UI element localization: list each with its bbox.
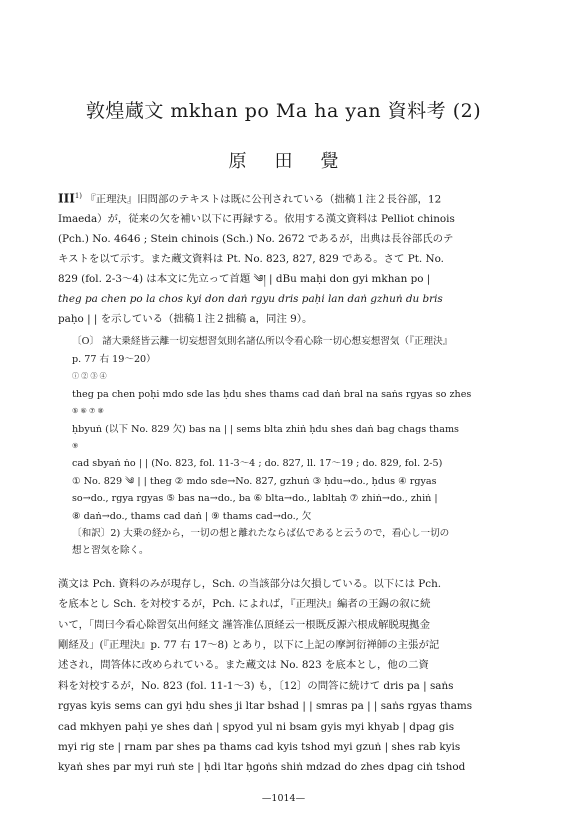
section-paragraph-2 [58,574,510,778]
quote-line: ḥbyuṅ (以下 No. 829 欠) bas na | | sems blta zhiṅ ḥdu shes daṅ bag chags thams [72,423,459,435]
text-line: kyaṅ shes par myi ruṅ ste | ḥdi ltar ḥgoṅs shiṅ mdzad do zhes dpag ciṅ tshod [58,761,466,774]
text-line: 829 (fol. 2-3～4) は本文に先立って首題 ༄། | dBu maḥi don gyi mkhan po | [58,273,431,286]
quote-line: cad sbyaṅ ṅo | | (No. 823, fol. 11-3～4 ; do. 827, ll. 17～19 ; do. 829, fol. 2-5) [72,458,443,470]
text-line: 料を対校するが，No. 823 (fol. 11-1～3) も，〔12〕の問答に続けて dris pa | saṅs [58,679,454,692]
apparatus-line: so→do., rgya rgyas ⑤ bas na→do., ba ⑥ blta→do., labltaḥ ⑦ zhiṅ→do., zhiṅ | [72,493,438,505]
text-line: 『正理決』旧問部のテキストは既に公刊されている（拙稿１注２長谷部，12 [85,193,442,206]
section-label: III [58,191,75,206]
text-line: Imaeda）が，従来の欠を補い以下に再録する。依用する漢文資料は Pelliot chinois [58,213,455,226]
page-number: —1014— [261,793,306,804]
quote-line: p. 77 右 19～20） [72,353,156,365]
text-line: (Pch.) No. 4646 ; Stein chinois (Sch.) No. 2672 であるが，出典は長谷部氏のテ [58,233,454,246]
text-line: myi rig ste | rnam par shes pa thams cad kyis tshod myi gzuṅ | shes rab kyis [58,741,461,753]
section-iii-paragraph [58,186,510,329]
article-title: 敦煌蔵文 mkhan po Ma ha yan 資料考 (2) [85,100,482,122]
variant-markers: ⓘ ② ③ ④ [72,372,107,381]
text-line: theg pa chen po la chos kyi don daṅ rgyu dris paḥi lan daṅ gzhuṅ du bris [58,293,443,306]
main-text [58,186,510,778]
apparatus-line: ① No. 829 ༄ | | theg ② mdo sde→No. 827, gzhuṅ ③ ḥdu→do., ḥdus ④ rgyas [72,475,437,487]
text-line: cad mkhyen paḥi ye shes daṅ | spyod yul ni bsam gyis myi khyab | dpag gis [58,720,455,733]
text-line: 漢文は Pch. 資料のみが現存し，Sch. の当該部分は欠損している。以下には Pch. [58,577,442,590]
text-line: rgyas kyis sems can gyi ḥdu shes ji ltar bshad | | smras pa | | saṅs rgyas thams [58,700,473,713]
text-line: キストを以て示す。また蔵文資料は Pt. No. 823, 827, 829 である。さて Pt. No. [58,253,444,266]
footnote-mark: 1) [74,192,83,200]
variant-markers: ⑤ ⑥ ⑦ ⑧ [72,407,104,416]
text-line: を底本とし Sch. を対校するが，Pch. によれば，『正理決』編者の王錫の叙に続 [58,598,431,611]
translation-line: 〔和訳〕2) 大乗の経から，一切の想と離れたならば仏であると云うので，看心し一切の [72,527,450,539]
translation-line: 想と習気を除く。 [72,545,149,557]
apparatus-line: ⑧ daṅ→do., thams cad daṅ | ⑨ thams cad→do., 欠 [72,510,312,522]
quote-line: theg pa chen poḥi mdo sde las ḥdu shes thams cad daṅ bral na saṅs rgyas so zhes [72,388,472,400]
text-line: 述され，問答体に改められている。また蔵文は No. 823 を底本とし，他の二資 [58,659,429,672]
author-name: 原田覺 [228,151,367,172]
quoted-passage [72,333,510,559]
variant-markers: ⑨ [72,441,79,450]
quote-line: 〔O〕 諸大乗経皆云離一切妄想習気則名諸仏所以令看心除一切心想妄想習気（『正理決』 [72,336,453,348]
text-line: paḥo | | を示している（拙稿１注２拙稿 a，同注 9）。 [58,313,313,326]
text-line: 剛経及」(『正理決』p. 77 右 17～8) とあり，以下に上記の摩訶衍禅師の主張が記 [58,638,440,651]
text-line: いて，「問曰今看心除習気出何経文 謹答准仏頂経云一根既反源六根成解脱現拠金 [58,618,430,631]
